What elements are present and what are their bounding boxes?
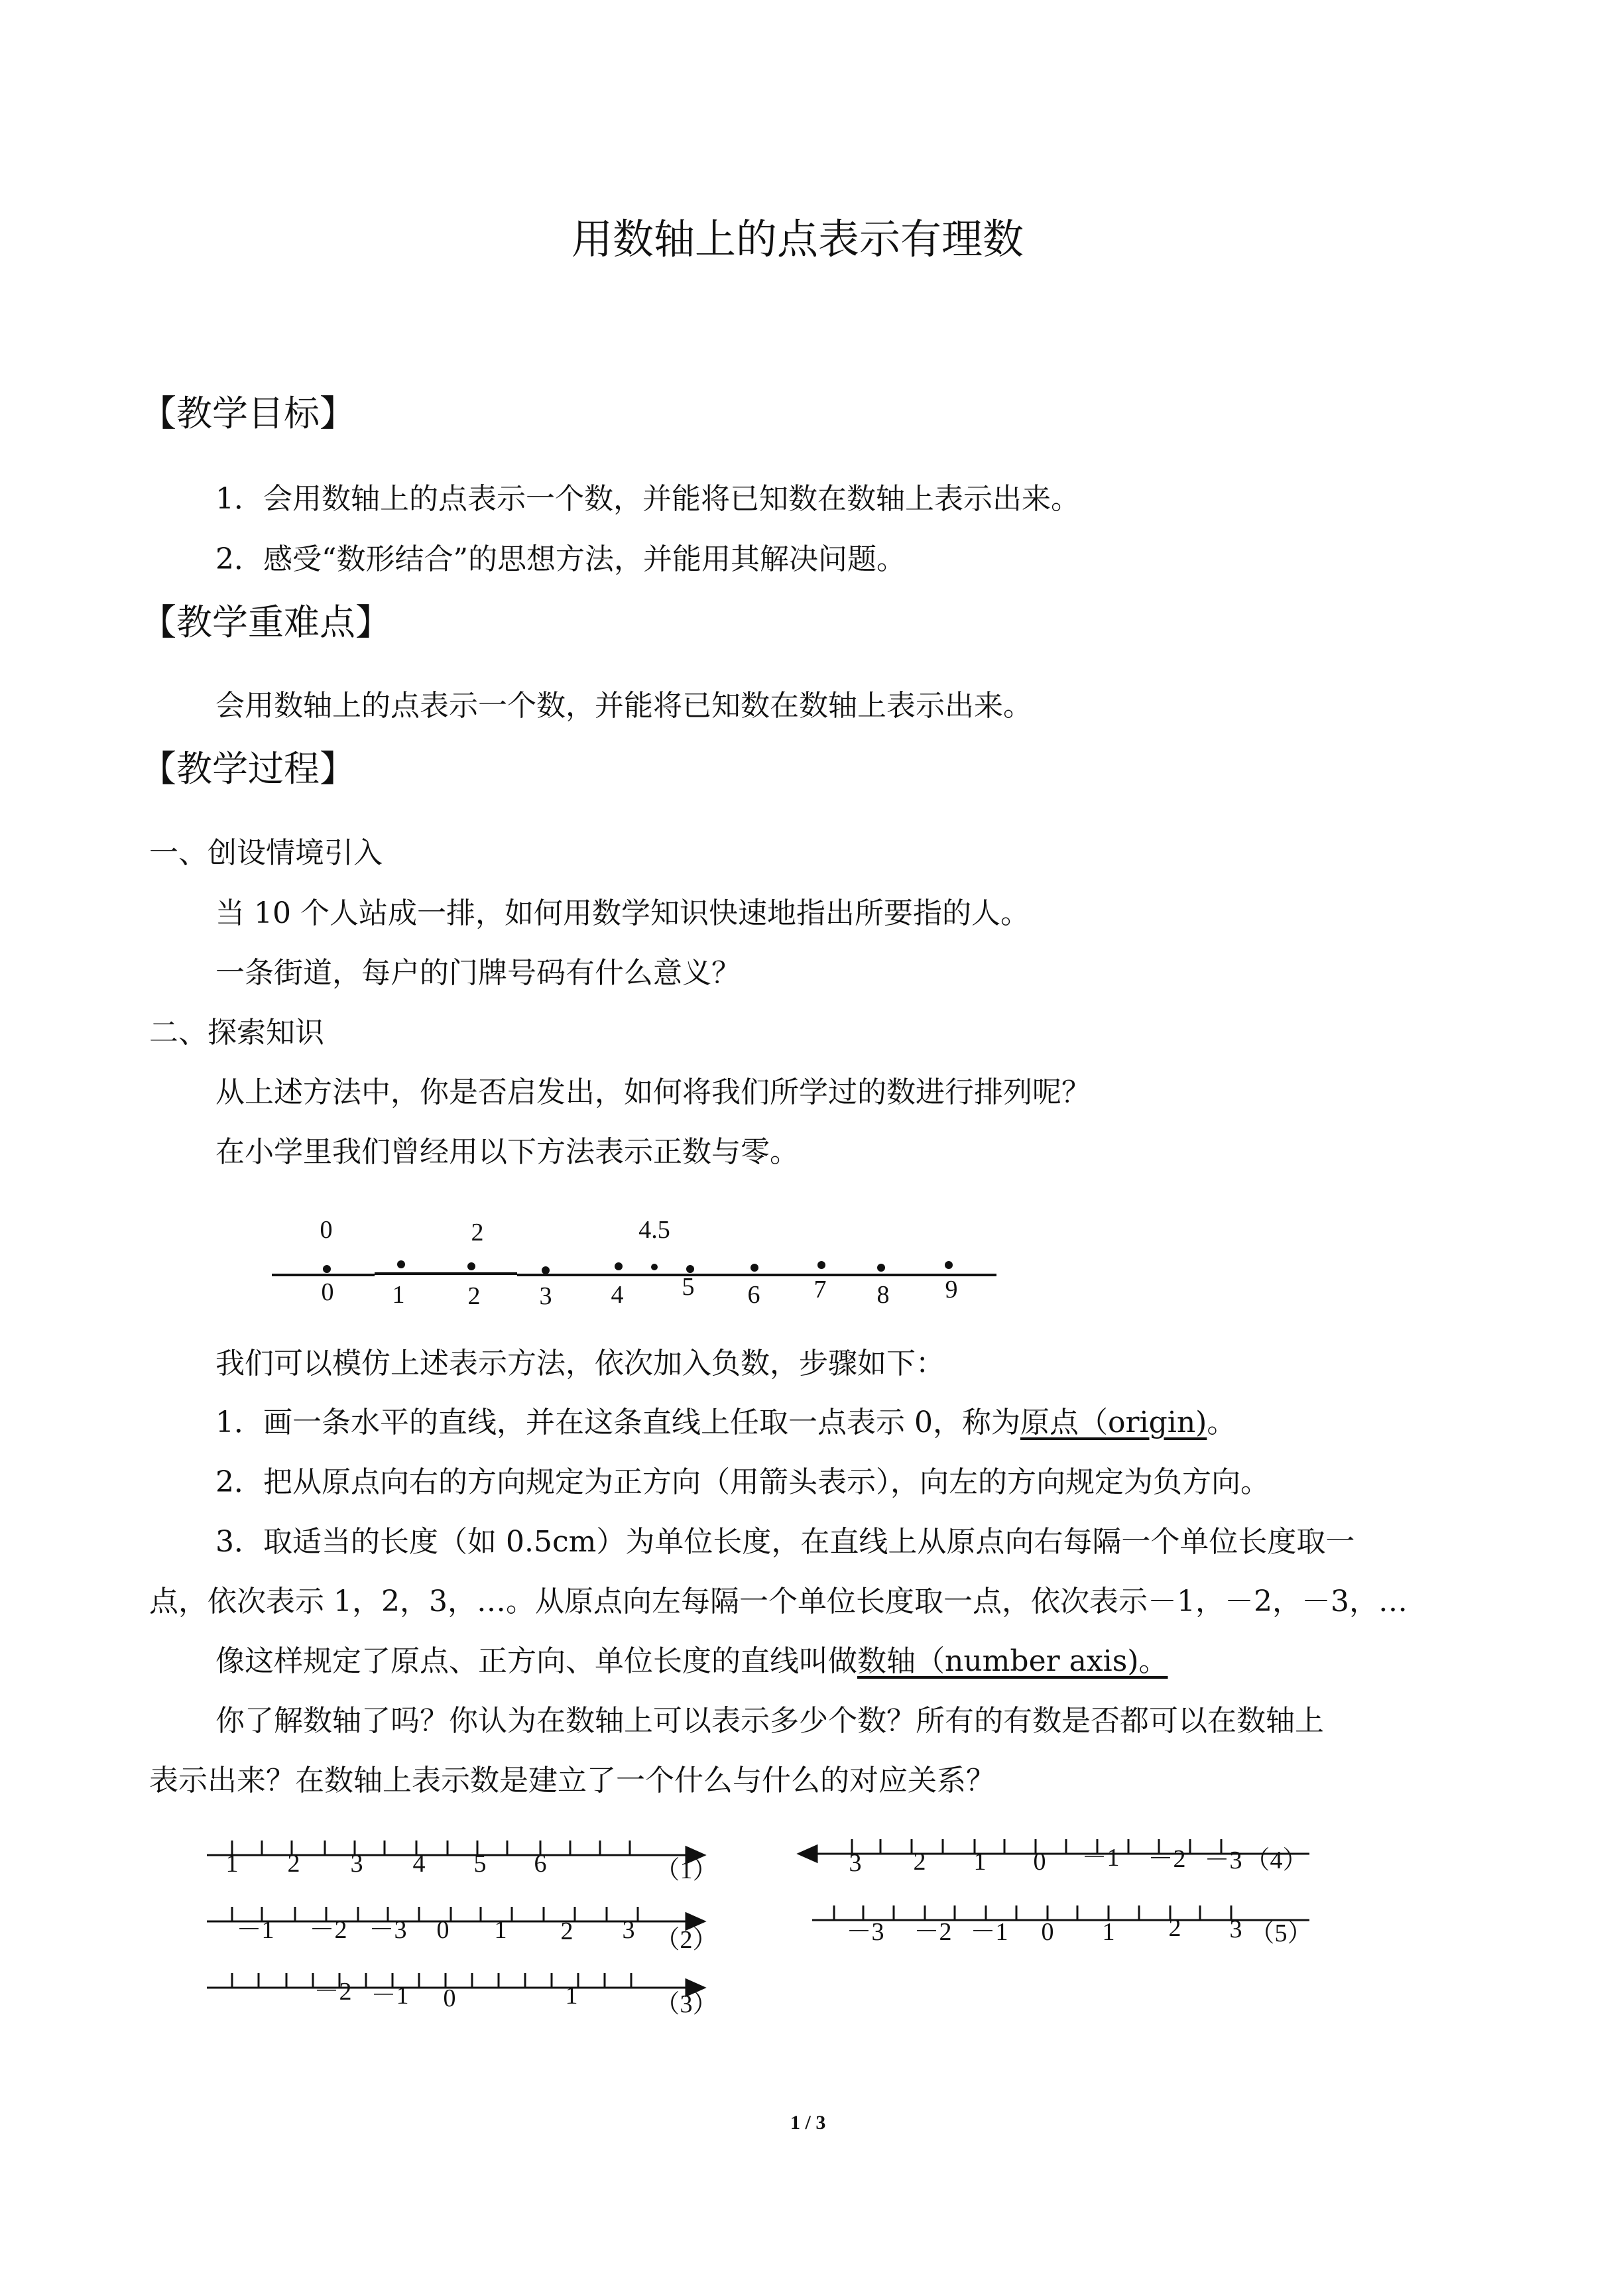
step-3-line-2: 点，依次表示 1，2，3，…。从原点向左每隔一个单位长度取一点，依次表示－1，－2，－3，…: [149, 1585, 1408, 1618]
axis5-label: －1: [970, 1918, 1008, 1946]
axis5-label: 3: [1229, 1915, 1242, 1943]
dot-bottom-label: 5: [682, 1273, 695, 1301]
part2-line-1: 从上述方法中，你是否启发出，如何将我们所学过的数进行排列呢？: [215, 1075, 1091, 1109]
axis4-label: 1: [973, 1848, 987, 1876]
section-heading-goals: 【教学目标】: [141, 393, 355, 434]
step-3-line-1: 3．取适当的长度（如 0.5cm）为单位长度，在直线上从原点向右每隔一个单位长度取一: [215, 1525, 1355, 1559]
axis1-label: 4: [412, 1850, 426, 1878]
axis1-label: 6: [534, 1850, 547, 1878]
axis4-tag: （4）: [1244, 1846, 1308, 1874]
part2-title: 二、探索知识: [149, 1016, 324, 1050]
dot-marks: [323, 1260, 953, 1274]
dot-top-label: 0: [320, 1216, 333, 1244]
axis4-label: －1: [1081, 1844, 1120, 1872]
definition-prefix: 像这样规定了原点、正方向、单位长度的直线叫做: [215, 1644, 857, 1678]
axis2-label: 0: [436, 1916, 450, 1944]
step-1: [215, 1408, 1236, 1437]
dot-bottom-label: 4: [611, 1281, 624, 1309]
axis1-label: 5: [473, 1850, 487, 1878]
axis4-arrow: [799, 1846, 817, 1862]
part1-line-1: 当 10 个人站成一排，如何用数学知识快速地指出所要指的人。: [215, 896, 1030, 930]
axis2-label: 2: [560, 1917, 573, 1945]
axis5-label: 2: [1168, 1914, 1181, 1942]
axis2-label: －3: [369, 1916, 407, 1944]
axis5-label: －2: [914, 1918, 952, 1946]
dot-number-line-figure: [265, 1213, 994, 1310]
axis5-label: 1: [1102, 1918, 1115, 1946]
step-1-suffix: 。: [1207, 1406, 1236, 1439]
dot-8: [877, 1264, 885, 1272]
section-heading-key-points: 【教学重难点】: [141, 601, 391, 643]
part1-title: 一、创设情境引入: [149, 836, 383, 870]
axis3-tag: （3）: [654, 1990, 718, 2018]
dot-2: [467, 1262, 475, 1270]
page-number: 1 / 3: [790, 2112, 826, 2134]
dot-bottom-label: 7: [813, 1276, 827, 1303]
step-1-prefix: 1．画一条水平的直线，并在这条直线上任取一点表示 0，称为: [215, 1406, 1020, 1439]
part2-line-2: 在小学里我们曾经用以下方法表示正数与零。: [215, 1135, 799, 1169]
axis4-label: 3: [849, 1849, 862, 1877]
definition: [215, 1644, 1168, 1678]
dot-7: [817, 1261, 825, 1269]
axis2-label: 3: [622, 1916, 635, 1944]
dot-bottom-label: 0: [321, 1278, 334, 1306]
goal-item-1: 1．会用数轴上的点表示一个数，并能将已知数在数轴上表示出来。: [215, 482, 1080, 516]
dot-6: [751, 1264, 758, 1272]
axis5-label: －3: [846, 1918, 884, 1946]
dot-bottom-label: 9: [945, 1276, 958, 1303]
axis4-label: 2: [913, 1848, 926, 1876]
dot-0: [323, 1265, 331, 1273]
axis2-tag: （2）: [654, 1926, 718, 1954]
axis5-tag: （5）: [1249, 1919, 1313, 1947]
number-axis-term: 数轴（number axis)。: [857, 1644, 1168, 1678]
dot-4: [615, 1262, 623, 1270]
dot-bottom-label: 2: [467, 1282, 481, 1310]
axis3-label: 0: [443, 1984, 456, 2012]
number-axes-figure: [0, 1830, 1623, 2049]
dot-bottom-label: 1: [392, 1281, 405, 1309]
section-heading-process: 【教学过程】: [141, 748, 355, 790]
axis3-label: －2: [314, 1978, 352, 2006]
dot-top-label: 4.5: [638, 1216, 670, 1244]
axis2-ticks: [232, 1907, 638, 1921]
origin-term: 原点（origin): [1020, 1406, 1207, 1439]
axis1-label: 3: [350, 1850, 363, 1878]
axis3-label: 1: [565, 1982, 578, 2010]
axis4-label: 0: [1033, 1848, 1046, 1876]
question-line-2: 表示出来？在数轴上表示数是建立了一个什么与什么的对应关系？: [149, 1764, 995, 1797]
dot-1: [397, 1260, 405, 1268]
axis4-label: －3: [1204, 1846, 1242, 1874]
page-title: 用数轴上的点表示有理数: [571, 215, 1024, 263]
dot-bottom-label: 6: [747, 1281, 760, 1309]
axis3-label: －1: [371, 1982, 409, 2010]
axis2-label: －1: [236, 1916, 274, 1944]
steps-intro: 我们可以模仿上述表示方法，依次加入负数，步骤如下：: [215, 1347, 945, 1380]
dot-bottom-label: 3: [539, 1282, 552, 1310]
key-points-text: 会用数轴上的点表示一个数，并能将已知数在数轴上表示出来。: [215, 689, 1032, 723]
dot-5: [686, 1265, 694, 1273]
question-line-1: 你了解数轴了吗？你认为在数轴上可以表示多少个数？所有的有数是否都可以在数轴上: [215, 1704, 1324, 1738]
axis1-label: 1: [225, 1850, 239, 1878]
axis2-label: －2: [309, 1916, 347, 1944]
dot-9: [945, 1261, 953, 1269]
dot-bottom-label: 8: [876, 1281, 890, 1309]
axis1-label: 2: [287, 1850, 300, 1878]
part1-line-2: 一条街道，每户的门牌号码有什么意义？: [215, 956, 741, 990]
dot-4-5: [651, 1264, 658, 1270]
axis4-label: －2: [1148, 1845, 1186, 1873]
axis2-label: 1: [494, 1916, 507, 1944]
dot-top-label: 2: [471, 1219, 484, 1246]
axis5-label: 0: [1041, 1918, 1054, 1946]
goal-item-2: 2．感受“数形结合”的思想方法，并能用其解决问题。: [215, 542, 906, 576]
axis1-tag: （1）: [654, 1856, 718, 1884]
step-2: 2．把从原点向右的方向规定为正方向（用箭头表示），向左的方向规定为负方向。: [215, 1465, 1270, 1499]
dot-3: [542, 1266, 550, 1274]
